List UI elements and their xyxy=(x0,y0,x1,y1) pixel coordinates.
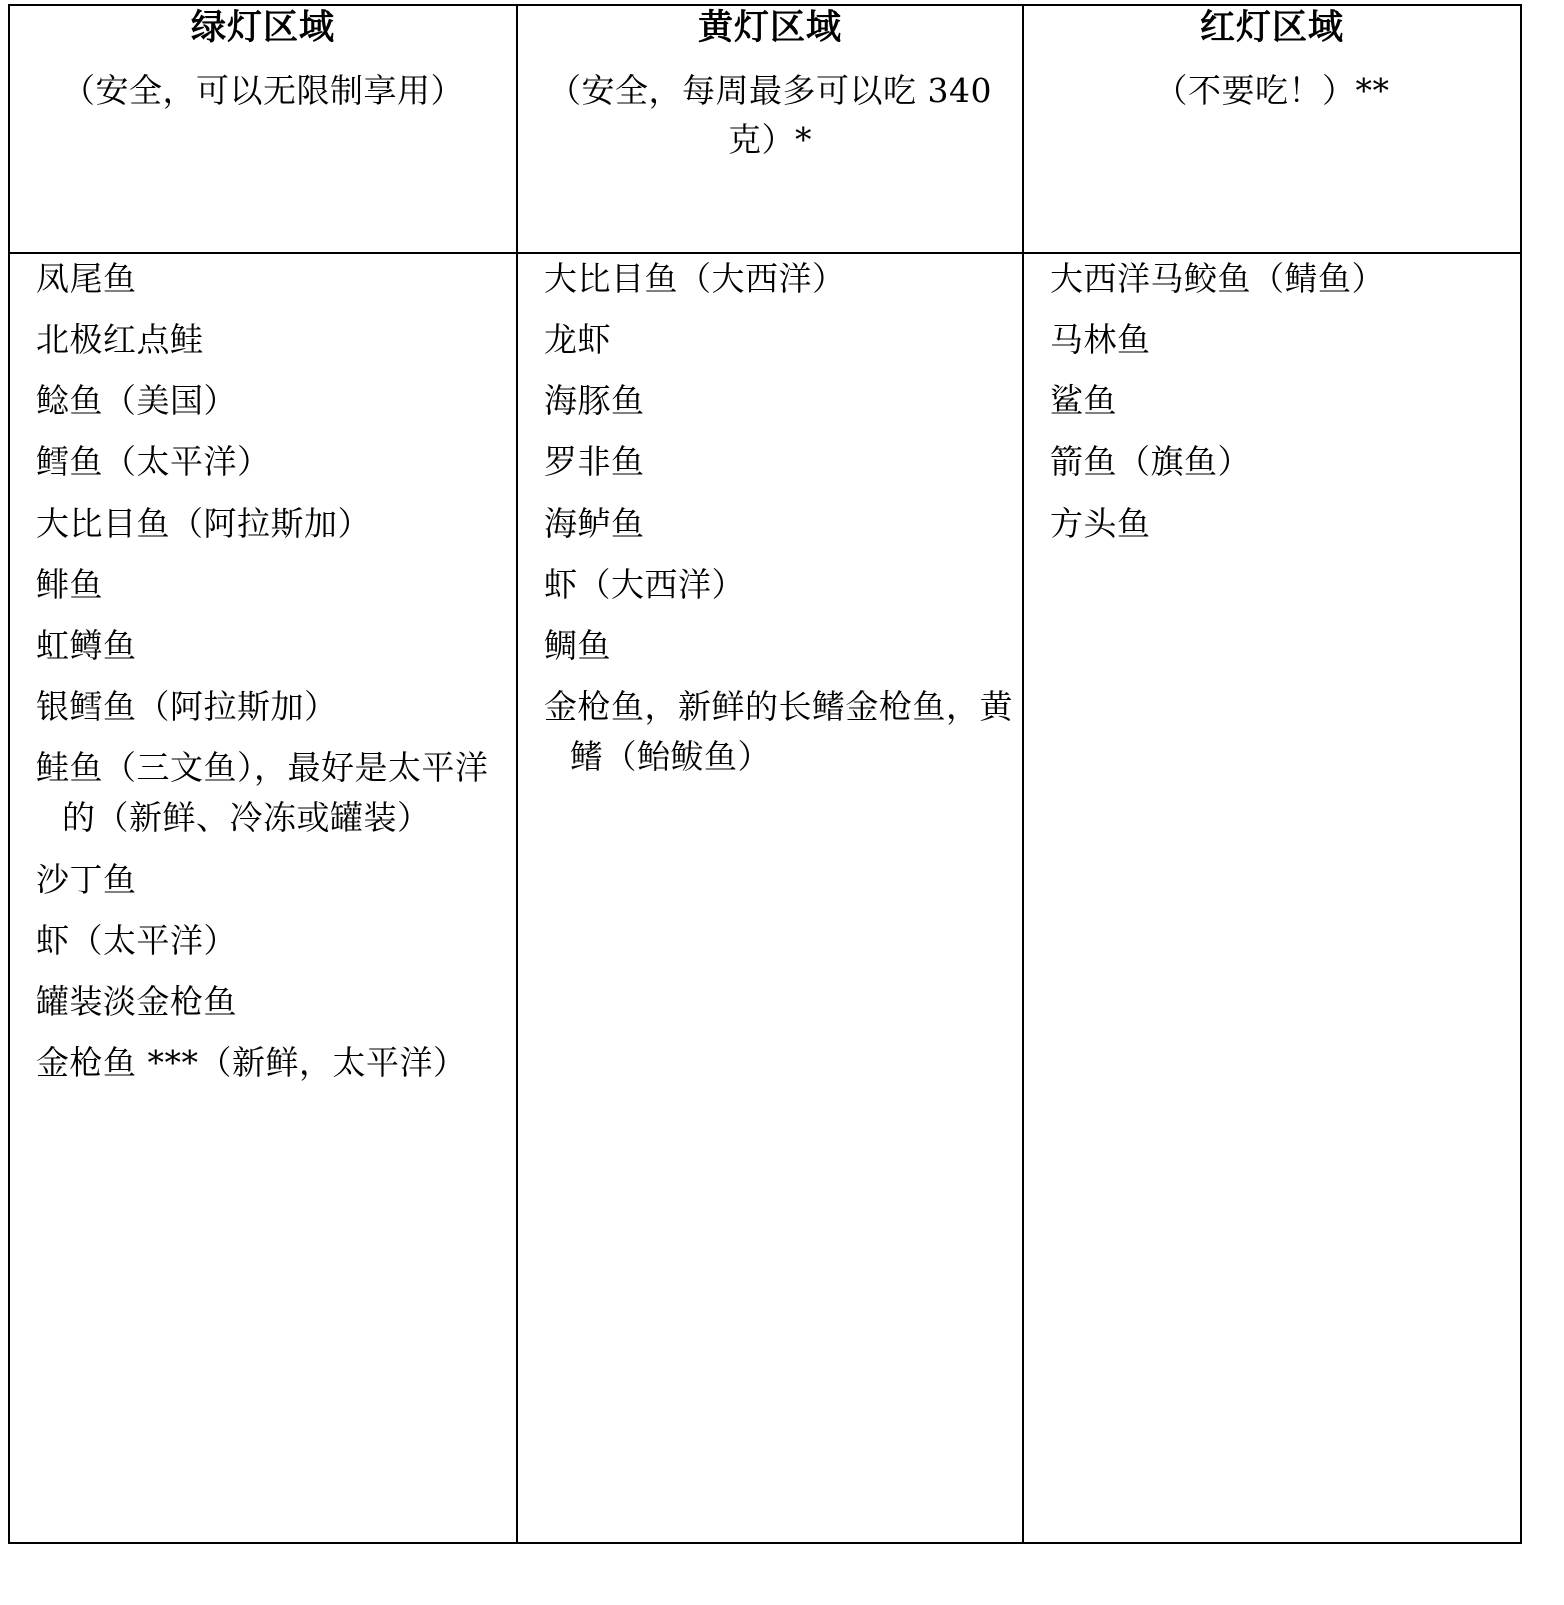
list-item: 箭鱼（旗鱼） xyxy=(1050,442,1251,482)
column-subtitle-red: （不要吃！）** xyxy=(1154,70,1390,110)
column-subtitle-green: （安全，可以无限制享用） xyxy=(62,70,464,110)
list-item: 鲶鱼（美国） xyxy=(36,381,237,421)
list-item: 马林鱼 xyxy=(1050,320,1151,360)
list-item: 金枪鱼 ***（新鲜，太平洋） xyxy=(36,1043,467,1083)
list-item: 鳕鱼（太平洋） xyxy=(36,442,271,482)
list-item: 方头鱼 xyxy=(1050,503,1151,543)
list-item: 海鲈鱼 xyxy=(544,503,645,543)
list-item: 凤尾鱼 xyxy=(36,259,137,298)
fish-list-yellow xyxy=(518,254,1022,782)
column-title-red: 红灯区域 xyxy=(1199,7,1344,48)
list-item: 海豚鱼 xyxy=(544,381,645,421)
header-cell-red xyxy=(1023,5,1521,253)
list-item: 虾（太平洋） xyxy=(36,920,237,960)
fish-list-green xyxy=(10,254,516,1088)
fish-list-red xyxy=(1024,254,1520,549)
list-item: 金枪鱼，新鲜的长鳍金枪鱼，黄鳍（鲐鲅鱼） xyxy=(544,687,1013,777)
list-item: 鲨鱼 xyxy=(1050,381,1117,421)
list-item: 北极红点鲑 xyxy=(36,320,204,360)
list-item: 大西洋马鲛鱼（鲭鱼） xyxy=(1050,259,1385,298)
list-item: 沙丁鱼 xyxy=(36,859,137,899)
body-cell-yellow xyxy=(517,253,1023,1543)
list-item: 鲱鱼 xyxy=(36,564,103,604)
list-item: 罗非鱼 xyxy=(544,442,645,482)
column-subtitle-yellow: （安全，每周最多可以吃 340 克）* xyxy=(548,70,992,160)
list-item: 虹鳟鱼 xyxy=(36,625,137,665)
fish-safety-table xyxy=(8,4,1522,1544)
list-item: 鲑鱼（三文鱼），最好是太平洋的（新鲜、冷冻或罐装） xyxy=(36,748,489,838)
table-header-row xyxy=(9,5,1521,253)
list-item: 虾（大西洋） xyxy=(544,564,745,604)
column-title-yellow: 黄灯区域 xyxy=(697,7,842,48)
body-cell-red xyxy=(1023,253,1521,1543)
body-cell-green xyxy=(9,253,517,1543)
list-item: 龙虾 xyxy=(544,320,611,360)
header-cell-green xyxy=(9,5,517,253)
header-cell-yellow xyxy=(517,5,1023,253)
list-item: 大比目鱼（大西洋） xyxy=(544,259,846,298)
column-title-green: 绿灯区域 xyxy=(190,7,335,48)
list-item: 银鳕鱼（阿拉斯加） xyxy=(36,687,338,727)
list-item: 罐装淡金枪鱼 xyxy=(36,981,237,1021)
table-body-row xyxy=(9,253,1521,1543)
list-item: 鲷鱼 xyxy=(544,625,611,665)
list-item: 大比目鱼（阿拉斯加） xyxy=(36,503,371,543)
